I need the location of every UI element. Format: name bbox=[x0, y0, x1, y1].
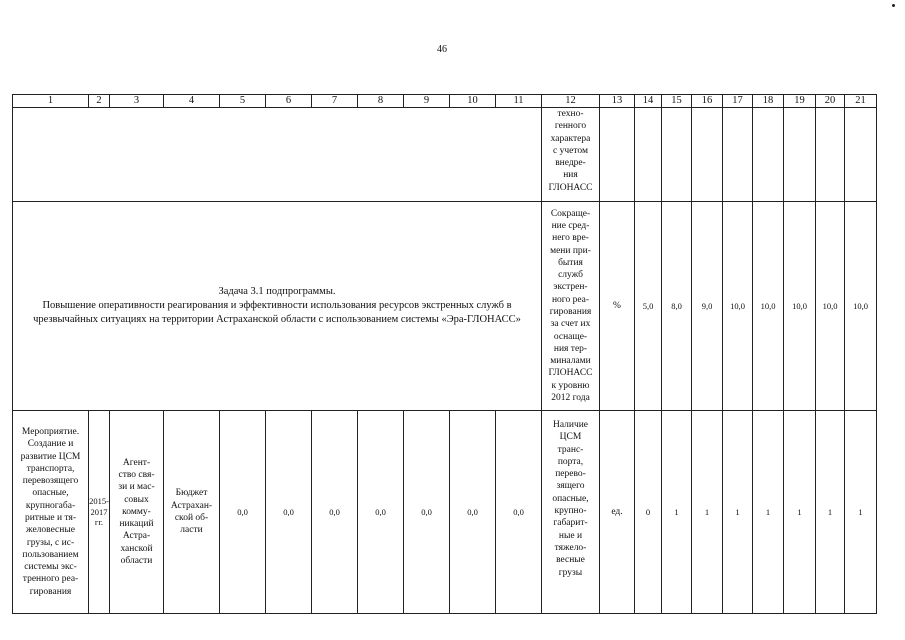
header-cell: 10 bbox=[450, 95, 496, 108]
header-cell: 11 bbox=[496, 95, 542, 108]
empty-merged-cell bbox=[13, 108, 542, 202]
event-cell: Мероприятие. Создание и развитие ЦСМ транспорта, перевозящего опасные, крупногаба- ритные и тя- желовесные грузы, с ис- пользованием системы экс- тренного реа- гирования bbox=[13, 411, 89, 614]
value-cell: 8,0 bbox=[662, 202, 692, 411]
continuation-row bbox=[13, 108, 877, 202]
header-cell: 19 bbox=[784, 95, 816, 108]
finance-cell: 0,0 bbox=[266, 411, 312, 614]
header-row bbox=[13, 95, 877, 108]
header-cell: 21 bbox=[845, 95, 877, 108]
finance-cell: 0,0 bbox=[404, 411, 450, 614]
value-cell: 10,0 bbox=[816, 202, 845, 411]
header-cell: 8 bbox=[358, 95, 404, 108]
header-cell: 1 bbox=[13, 95, 89, 108]
empty-cell bbox=[845, 108, 877, 202]
program-table bbox=[12, 94, 877, 614]
header-cell: 9 bbox=[404, 95, 450, 108]
corner-dot bbox=[892, 4, 895, 7]
header-cell: 12 bbox=[542, 95, 600, 108]
unit-cell: ед. bbox=[600, 411, 635, 614]
value-cell: 1 bbox=[816, 411, 845, 614]
value-cell: 10,0 bbox=[784, 202, 816, 411]
header-cell: 13 bbox=[600, 95, 635, 108]
task-title: Задача 3.1 подпрограммы. Повышение оперативности реагирования и эффективности использования ресурсов экстренных служб в чрезвычайных ситуациях на территории Астраханской области с использованием системы «Эра-ГЛОНАСС» bbox=[13, 202, 542, 411]
task-row bbox=[13, 202, 877, 411]
header-cell: 4 bbox=[164, 95, 220, 108]
event-row bbox=[13, 411, 877, 614]
header-cell: 2 bbox=[89, 95, 110, 108]
value-cell: 1 bbox=[723, 411, 753, 614]
source-cell: Бюджет Астрахан- ской об- ласти bbox=[164, 411, 220, 614]
header-cell: 6 bbox=[266, 95, 312, 108]
header-cell: 7 bbox=[312, 95, 358, 108]
value-cell: 10,0 bbox=[753, 202, 784, 411]
unit-cell: % bbox=[600, 202, 635, 411]
indicator-cell: Наличие ЦСМ транс- порта, перево- зящего опасные, крупно- габарит- ные и тяжело- весные грузы bbox=[542, 411, 600, 614]
value-cell: 9,0 bbox=[692, 202, 723, 411]
empty-cell bbox=[635, 108, 662, 202]
empty-cell bbox=[692, 108, 723, 202]
indicator-cell: Сокраще- ние сред- него вре- мени при- бытия служб экстрен- ного реа- гирования за счет их оснаще- ния тер- миналами ГЛОНАСС к уровню 2012 года bbox=[542, 202, 600, 411]
header-cell: 14 bbox=[635, 95, 662, 108]
value-cell: 1 bbox=[692, 411, 723, 614]
header-cell: 5 bbox=[220, 95, 266, 108]
value-cell: 5,0 bbox=[635, 202, 662, 411]
header-cell: 20 bbox=[816, 95, 845, 108]
indicator-cell: техно- генного характера с учетом внедре- ния ГЛОНАСС bbox=[542, 108, 600, 202]
value-cell: 10,0 bbox=[723, 202, 753, 411]
empty-cell bbox=[784, 108, 816, 202]
header-cell: 18 bbox=[753, 95, 784, 108]
header-cell: 16 bbox=[692, 95, 723, 108]
header-cell: 17 bbox=[723, 95, 753, 108]
value-cell: 1 bbox=[662, 411, 692, 614]
finance-cell: 0,0 bbox=[220, 411, 266, 614]
empty-cell bbox=[753, 108, 784, 202]
finance-cell: 0,0 bbox=[312, 411, 358, 614]
value-cell: 0 bbox=[635, 411, 662, 614]
header-cell: 15 bbox=[662, 95, 692, 108]
empty-cell bbox=[816, 108, 845, 202]
period-cell: 2015- 2017 гг. bbox=[89, 411, 110, 614]
value-cell: 1 bbox=[784, 411, 816, 614]
value-cell: 1 bbox=[845, 411, 877, 614]
finance-cell: 0,0 bbox=[358, 411, 404, 614]
value-cell: 1 bbox=[753, 411, 784, 614]
page-number: 46 bbox=[437, 44, 447, 55]
empty-cell bbox=[600, 108, 635, 202]
empty-cell bbox=[662, 108, 692, 202]
executor-cell: Агент- ство свя- зи и мас- совых комму- никаций Астра- ханской области bbox=[110, 411, 164, 614]
header-cell: 3 bbox=[110, 95, 164, 108]
finance-cell: 0,0 bbox=[450, 411, 496, 614]
value-cell: 10,0 bbox=[845, 202, 877, 411]
finance-cell: 0,0 bbox=[496, 411, 542, 614]
empty-cell bbox=[723, 108, 753, 202]
